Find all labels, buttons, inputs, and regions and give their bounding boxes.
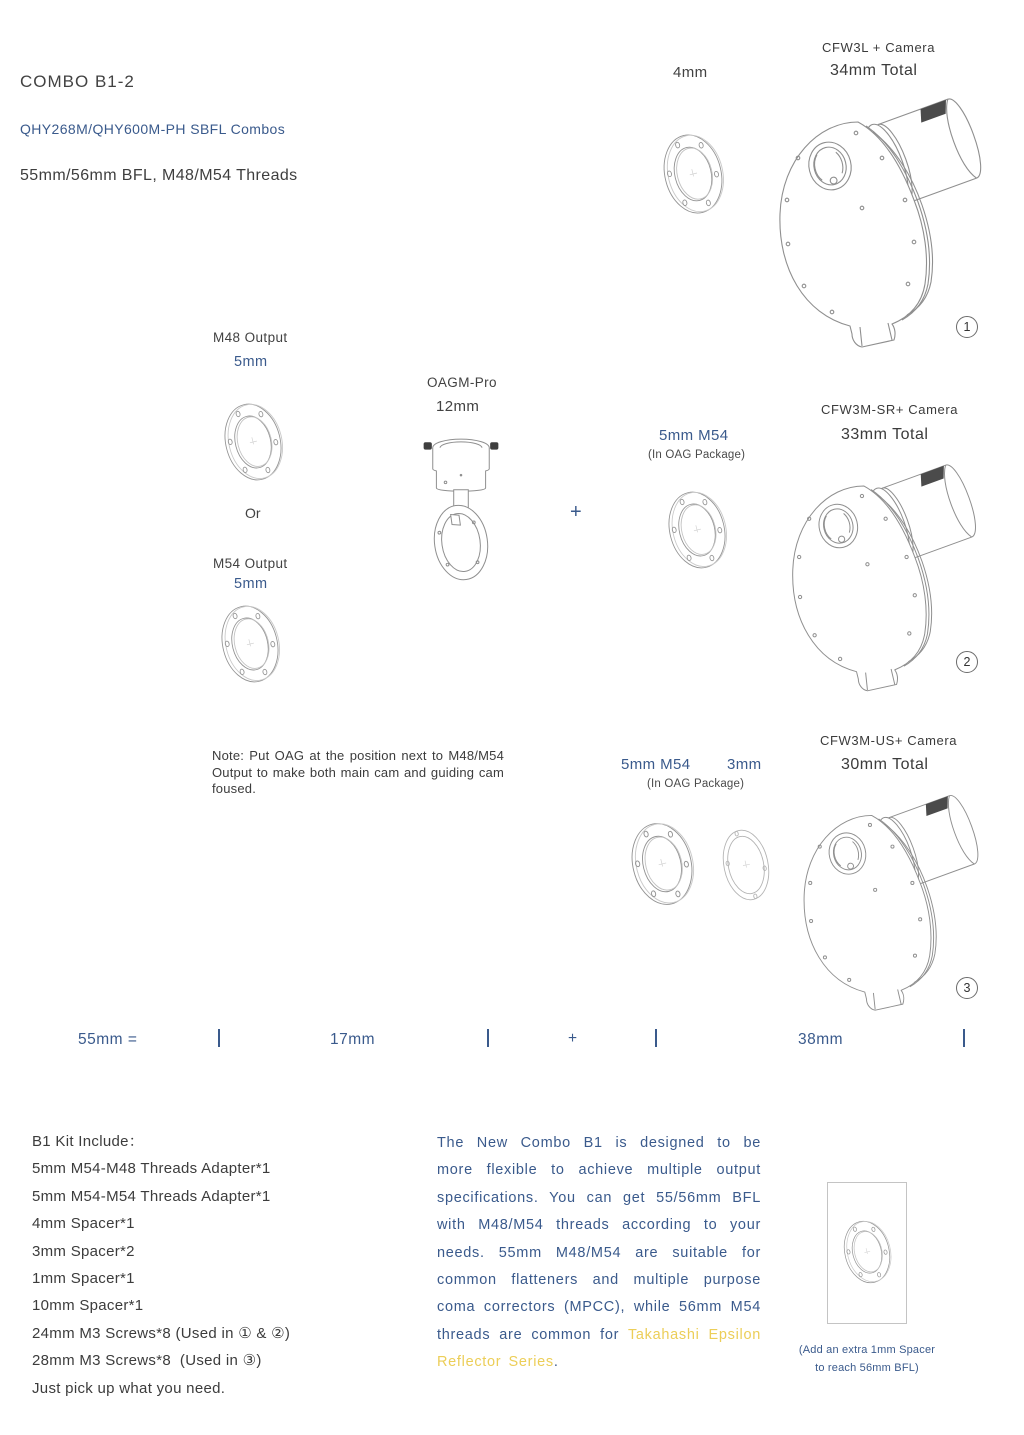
kit-item: 5mm M54-M54 Threads Adapter*1	[32, 1187, 271, 1205]
row2-plus-sign: +	[570, 501, 582, 523]
ruler-tick	[655, 1029, 657, 1047]
extra-spacer-caption-line1: (Add an extra 1mm Spacer	[798, 1344, 936, 1356]
oag-size-label: 12mm	[436, 398, 480, 415]
extra-spacer-caption	[797, 1341, 937, 1377]
row2-adapter-label: 5mm M54	[659, 427, 729, 444]
extra-spacer-caption-line2: to reach 56mm BFL)	[815, 1362, 919, 1374]
row3-adapter-note: (In OAG Package)	[647, 778, 745, 790]
kit-item: 1mm Spacer*1	[32, 1270, 135, 1288]
kit-item: 3mm Spacer*2	[32, 1242, 135, 1260]
ruler-tick	[218, 1029, 220, 1047]
row2-5mm-ring-drawing	[665, 485, 729, 575]
kit-item: 5mm M54-M48 Threads Adapter*1	[32, 1160, 271, 1178]
kit-item: 4mm Spacer*1	[32, 1215, 135, 1233]
m54-output-size: 5mm	[234, 576, 268, 592]
kit-item: Just pick up what you need.	[32, 1379, 226, 1397]
description-paragraph	[437, 1130, 761, 1377]
page-subtitle: QHY268M/QHY600M-PH SBFL Combos	[20, 121, 286, 137]
oag-label: OAGM-Pro	[427, 375, 497, 390]
row2-total-label: 33mm Total	[841, 426, 929, 443]
ruler-seg2-label: 38mm	[798, 1031, 844, 1048]
m54-output-label: M54 Output	[213, 556, 288, 571]
row3-badge: 3	[956, 977, 978, 999]
ruler-tick	[963, 1029, 965, 1047]
description-body: The New Combo B1 is designed to be more flexible to achieve multiple output specifications. You can get 55/56mm BFL with M48/M54 threads according to your needs. 55mm M48/M54 are suitable for common flatteners and multiple purpose coma correctors (MPCC), while 56mm M54 threads are common for	[437, 1135, 761, 1343]
m54-flange-drawing	[218, 597, 282, 691]
ruler-seg1-label: 17mm	[330, 1031, 376, 1048]
ruler-plus-sign: +	[568, 1030, 578, 1047]
page-title: COMBO B1-2	[20, 72, 135, 91]
m48-output-label: M48 Output	[213, 330, 288, 345]
extra-spacer-flange-drawing	[841, 1206, 893, 1298]
row2-adapter-note: (In OAG Package)	[648, 449, 746, 461]
kit-list	[32, 1128, 290, 1402]
m48-flange-drawing	[221, 394, 285, 490]
oag-position-note: Note: Put OAG at the position next to M48/M54 Output to make both main cam and guiding cam foused.	[212, 748, 504, 796]
row2-badge: 2	[956, 651, 978, 673]
kit-item: 24mm M3 Screws*8 (Used in ① & ②)	[32, 1324, 291, 1342]
row3-adapter-label: 5mm M54	[621, 756, 691, 773]
row3-3mm-ring-drawing	[717, 821, 775, 909]
row1-spacer-size-label: 4mm	[673, 64, 708, 81]
ruler-total-label: 55mm =	[78, 1031, 138, 1048]
row2-camera-label: CFW3M-SR+ Camera	[821, 402, 959, 417]
m48-output-size: 5mm	[234, 354, 268, 370]
row3-total-label: 30mm Total	[841, 756, 929, 773]
row1-camera-label: CFW3L + Camera	[822, 40, 936, 55]
row1-camera-assembly-drawing	[762, 88, 994, 356]
kit-item: 10mm Spacer*1	[32, 1297, 144, 1315]
ruler-tick	[487, 1029, 489, 1047]
kit-item: 28mm M3 Screws*8 (Used in ③)	[32, 1352, 262, 1370]
row1-4mm-spacer-drawing	[660, 128, 726, 220]
spec-line: 55mm/56mm BFL, M48/M54 Threads	[20, 167, 298, 184]
oag-drawing	[420, 424, 502, 590]
row3-camera-label: CFW3M-US+ Camera	[820, 733, 958, 748]
row1-badge: 1	[956, 316, 978, 338]
description-suffix: .	[553, 1354, 559, 1371]
row3-spacer-label: 3mm	[727, 756, 762, 773]
row1-total-label: 34mm Total	[830, 62, 918, 79]
description-highlight: Takahashi Epsilon Reflector Series	[437, 1326, 761, 1371]
or-label: Or	[245, 505, 261, 521]
row3-5mm-ring-drawing	[627, 817, 697, 911]
kit-title: B1 Kit Include：	[32, 1133, 145, 1150]
